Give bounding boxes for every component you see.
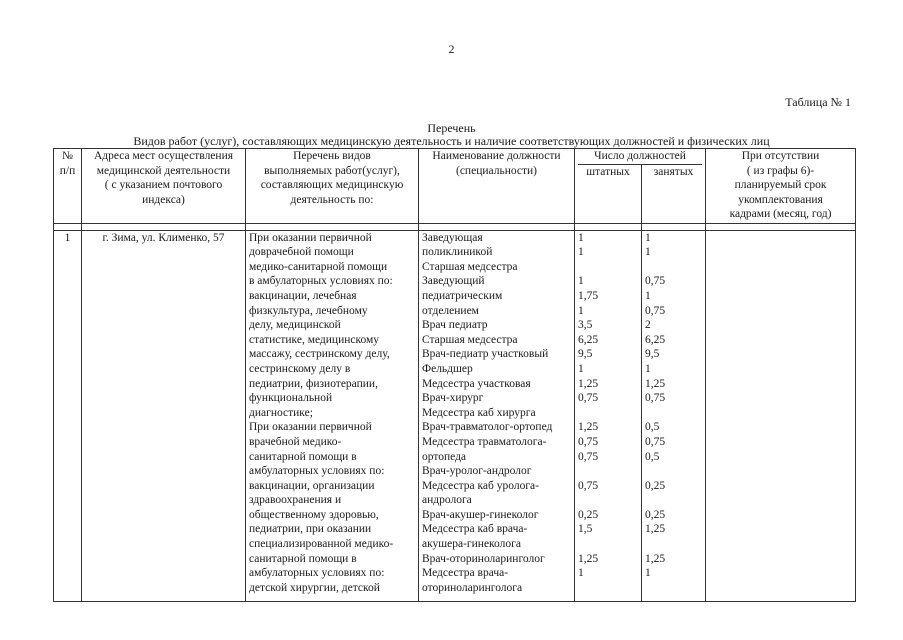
header-row xyxy=(54,149,856,165)
cell-line: 1,25 xyxy=(645,552,666,565)
cell-line xyxy=(645,406,702,421)
cell-line: 1 xyxy=(645,246,651,259)
header-num-lines xyxy=(57,149,78,178)
cell-line: здравоохранения и xyxy=(249,494,342,507)
row-staff xyxy=(575,230,642,601)
cell-line: Заведующий xyxy=(422,275,485,288)
cell-line xyxy=(578,581,638,596)
header-count-group-label: Число должностей xyxy=(578,149,702,165)
cell-line: При отсутствии xyxy=(741,150,820,162)
cell-line: в амбулаторных условиях по: xyxy=(249,275,393,288)
cell-line: 1,25 xyxy=(578,552,599,565)
table-row xyxy=(54,230,856,601)
cell-line: 1 xyxy=(645,289,651,302)
cell-line: п/п xyxy=(59,164,76,177)
cell-line: массажу, сестринскому делу, xyxy=(249,348,390,361)
cell-line xyxy=(578,493,638,508)
row-positions xyxy=(419,230,575,601)
cell-line: Врач-травматолог-ортопед xyxy=(422,421,553,434)
cell-line: ортопеда xyxy=(422,450,467,463)
cell-line: 0,25 xyxy=(578,508,599,521)
cell-line: вакцинации, лечебная xyxy=(249,289,357,302)
cell-line: Медсестра участковая xyxy=(422,377,531,390)
cell-line xyxy=(578,406,638,421)
cell-line: Старшая медсестра xyxy=(422,333,518,346)
header-absence-lines xyxy=(709,149,852,222)
cell-line: 0,25 xyxy=(645,508,666,521)
header-address xyxy=(82,149,246,224)
cell-line: медико-санитарной помощи xyxy=(249,260,388,273)
row-works xyxy=(246,230,419,601)
cell-line: 0,25 xyxy=(645,479,666,492)
gap-cell xyxy=(642,223,706,230)
cell-line: ( из графы 6)- xyxy=(746,164,815,177)
cell-line: Врач-педиатр участковый xyxy=(422,348,549,361)
row-positions-lines xyxy=(422,231,571,596)
cell-line: При оказании первичной xyxy=(249,231,372,244)
cell-line xyxy=(645,464,702,479)
cell-line: 3,5 xyxy=(578,319,593,332)
cell-line: Заведующая xyxy=(422,231,483,244)
gap-cell xyxy=(246,223,419,230)
table-label: Таблица № 1 xyxy=(785,95,851,109)
cell-line: 1,75 xyxy=(578,289,599,302)
cell-line: 0,75 xyxy=(645,275,666,288)
cell-line: 1 xyxy=(578,231,584,244)
cell-line: амбулаторных условиях по: xyxy=(249,465,385,478)
cell-line: 1 xyxy=(578,246,584,259)
row-occupied-lines xyxy=(645,231,702,596)
header-position-lines xyxy=(422,149,571,178)
header-occupied: занятых xyxy=(642,165,706,224)
document-subtitle: Видов работ (услуг), составляющих медицинскую деятельность и наличие соответствующих должностей и физических лиц xyxy=(133,134,770,148)
row-occupied xyxy=(642,230,706,601)
cell-line: Врач-уролог-андролог xyxy=(422,465,532,478)
cell-line: 1 xyxy=(645,567,651,580)
cell-line: Медсестра каб врача- xyxy=(422,523,528,536)
cell-line: выполняемых работ(услуг), xyxy=(264,164,400,177)
cell-line: Медсестра каб хирурга xyxy=(422,406,536,419)
cell-line: Медсестра травматолога- xyxy=(422,435,547,448)
cell-line: санитарной помощи в xyxy=(249,552,357,565)
cell-line: врачебной медико- xyxy=(249,435,342,448)
cell-line: санитарной помощи в xyxy=(249,450,357,463)
gap-cell xyxy=(82,223,246,230)
cell-line: Медсестра врача- xyxy=(422,567,509,580)
cell-line: 0,75 xyxy=(645,392,666,405)
cell-line xyxy=(645,581,702,596)
cell-line: 1 xyxy=(645,231,651,244)
cell-line: 9,5 xyxy=(645,348,660,361)
cell-line: 1,25 xyxy=(578,377,599,390)
header-works-lines xyxy=(249,149,415,207)
cell-line: При оказании первичной xyxy=(249,421,372,434)
cell-line: педиатрии, физиотерапии, xyxy=(249,377,378,390)
cell-line: 1 xyxy=(578,275,584,288)
cell-line xyxy=(645,537,702,552)
header-works xyxy=(246,149,419,224)
gap-cell xyxy=(706,223,856,230)
cell-line: физкультура, лечебному xyxy=(249,304,368,317)
cell-line: медицинской деятельности xyxy=(96,164,231,177)
document-title: Перечень xyxy=(427,121,476,135)
row-staff-lines xyxy=(578,231,638,596)
cell-line: 1 xyxy=(578,362,584,375)
cell-line: диагностике; xyxy=(249,406,313,419)
cell-line: 0,5 xyxy=(645,450,660,463)
cell-line: Врач-акушер-гинеколог xyxy=(422,508,539,521)
cell-line: Адреса мест осуществления xyxy=(93,150,234,162)
gap-cell xyxy=(54,223,82,230)
cell-line: 9,5 xyxy=(578,348,593,361)
row-address: г. Зима, ул. Клименко, 57 xyxy=(82,230,246,601)
cell-line: статистике, медицинскому xyxy=(249,333,380,346)
cell-line: амбулаторных условиях по: xyxy=(249,567,385,580)
gap-cell xyxy=(575,223,642,230)
cell-line: Старшая медсестра xyxy=(422,260,518,273)
cell-line: 2 xyxy=(645,319,651,332)
gap-row xyxy=(54,223,856,230)
header-absence xyxy=(706,149,856,224)
cell-line: специализированной медико- xyxy=(249,538,394,551)
header-count-group xyxy=(575,149,706,165)
cell-line: общественному здоровью, xyxy=(249,508,379,521)
activities-table xyxy=(53,148,856,602)
cell-line: делу, медицинской xyxy=(249,319,341,332)
cell-line: Врач-оториноларинголог xyxy=(422,552,545,565)
cell-line: 0,75 xyxy=(645,435,666,448)
cell-line: функциональной xyxy=(249,392,333,405)
cell-line: № xyxy=(62,150,73,162)
row-works-lines xyxy=(249,231,415,596)
cell-line xyxy=(645,260,702,275)
cell-line: 0,75 xyxy=(578,392,599,405)
cell-line: кадрами (месяц, год) xyxy=(729,208,832,221)
header-staff: штатных xyxy=(575,165,642,224)
cell-line: доврачебной помощи xyxy=(249,246,354,259)
cell-line: 1,25 xyxy=(645,377,666,390)
page-number: 2 xyxy=(448,42,455,56)
cell-line: 0,75 xyxy=(578,450,599,463)
row-num: 1 xyxy=(54,230,82,601)
cell-line: акушера-гинеколога xyxy=(422,538,521,551)
cell-line: деятельность по: xyxy=(290,193,374,206)
gap-cell xyxy=(419,223,575,230)
cell-line: 1,25 xyxy=(578,421,599,434)
cell-line: андролога xyxy=(422,494,472,507)
cell-line: сестринскому делу в xyxy=(249,362,351,375)
cell-line: 0,75 xyxy=(645,304,666,317)
cell-line: Фельдшер xyxy=(422,362,473,375)
cell-line: 0,5 xyxy=(645,421,660,434)
cell-line: укомплектования xyxy=(738,193,823,206)
cell-line: 0,75 xyxy=(578,435,599,448)
cell-line: индекса) xyxy=(142,193,185,206)
cell-line: 1,25 xyxy=(645,523,666,536)
header-position xyxy=(419,149,575,224)
cell-line: Врач педиатр xyxy=(422,319,488,332)
cell-line: поликлиникой xyxy=(422,246,493,259)
cell-line: вакцинации, организации xyxy=(249,479,375,492)
header-num xyxy=(54,149,82,224)
cell-line: 1 xyxy=(578,304,584,317)
cell-line: Перечень видов xyxy=(293,150,371,162)
cell-line: Медсестра каб уролога- xyxy=(422,479,539,492)
cell-line: 6,25 xyxy=(578,333,599,346)
cell-line xyxy=(578,464,638,479)
cell-line: составляющих медицинскую xyxy=(260,179,404,192)
cell-line: ( с указанием почтового xyxy=(104,179,223,192)
cell-line: 1 xyxy=(645,362,651,375)
cell-line: 6,25 xyxy=(645,333,666,346)
cell-line: Наименование должности xyxy=(432,150,561,162)
row-absence xyxy=(706,230,856,601)
cell-line: педиатрии, при оказании xyxy=(249,523,372,536)
cell-line: Врач-хирург xyxy=(422,392,484,405)
cell-line: педиатрическим xyxy=(422,289,503,302)
cell-line: оториноларинголога xyxy=(422,581,523,594)
cell-line xyxy=(578,537,638,552)
cell-line: детской хирургии, детской xyxy=(249,581,380,594)
cell-line: отделением xyxy=(422,304,479,317)
cell-line: планируемый срок xyxy=(734,179,827,192)
cell-line: (специальности) xyxy=(456,164,537,177)
header-address-lines xyxy=(85,149,242,207)
cell-line xyxy=(645,493,702,508)
cell-line: 1,5 xyxy=(578,523,593,536)
cell-line: 1 xyxy=(578,567,584,580)
cell-line: 0,75 xyxy=(578,479,599,492)
cell-line xyxy=(578,260,638,275)
